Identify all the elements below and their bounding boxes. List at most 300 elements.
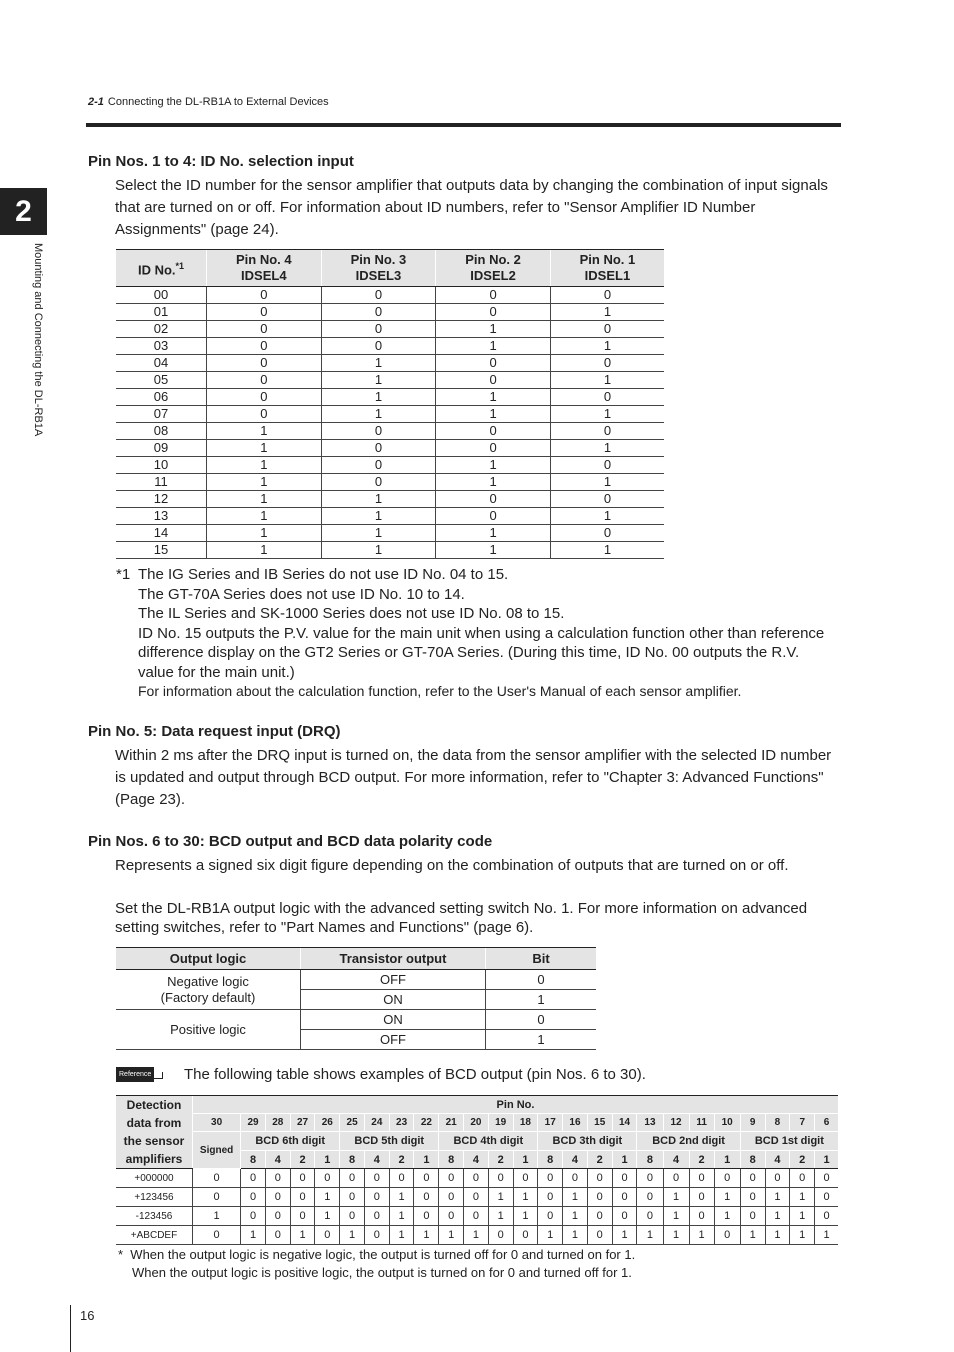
logic-cell: OFF [301, 970, 486, 990]
bcd-table-cell: 0 [414, 1188, 439, 1207]
bit-weight-cell: 2 [488, 1151, 513, 1169]
bcd-table-cell: 1 [389, 1226, 414, 1245]
id-table-cell: 1 [321, 542, 436, 559]
bcd-table-cell: 1 [689, 1226, 714, 1245]
bcd-table-cell: 0 [290, 1169, 315, 1188]
id-table-cell: 0 [550, 491, 664, 508]
bcd-table-cell: 0 [538, 1188, 563, 1207]
id-table-cell: 13 [116, 508, 207, 525]
bcd-table-cell: 0 [587, 1207, 612, 1226]
id-table-cell: 0 [436, 508, 551, 525]
bit-weight-cell: 8 [538, 1151, 563, 1169]
reference-icon [116, 1067, 166, 1082]
id-table-row [116, 491, 664, 508]
footnote-2 [118, 1246, 635, 1282]
section-number: 2-1 [88, 96, 104, 108]
bcd-table-cell: 0 [241, 1169, 266, 1188]
id-table-cell: 0 [207, 372, 322, 389]
pin-number-cell: 29 [241, 1114, 266, 1132]
bcd-table-cell: 1 [612, 1226, 637, 1245]
id-table-cell: 07 [116, 406, 207, 423]
bcd-table-cell: 0 [265, 1169, 290, 1188]
logic-cell: OFF [301, 1030, 486, 1050]
id-table-cell: 0 [207, 304, 322, 321]
footnote-2-line-2: When the output logic is positive logic, the output is turned on for 0 and turned off for 1. [132, 1265, 632, 1280]
bcd-table-cell: 1 [290, 1226, 315, 1245]
bcd-table-cell: 0 [389, 1169, 414, 1188]
id-table-row [116, 406, 664, 423]
page-number-rule [70, 1305, 71, 1352]
bcd-table-cell: 0 [265, 1207, 290, 1226]
id-table-cell: 1 [321, 372, 436, 389]
bcd-table-row [116, 1169, 838, 1188]
id-table-cell: 1 [436, 321, 551, 338]
bcd-row-label: +123456 [116, 1188, 193, 1207]
id-table-row [116, 287, 664, 304]
id-table-cell: 1 [207, 542, 322, 559]
id-table-cell: 0 [321, 304, 436, 321]
id-table-cell: 1 [550, 474, 664, 491]
id-table-row [116, 457, 664, 474]
positive-logic-label: Positive logic [116, 1010, 301, 1050]
id-table-row [116, 542, 664, 559]
footnote-1 [116, 565, 836, 702]
bcd-table-cell: 0 [637, 1207, 663, 1226]
bcd-table-cell: 0 [488, 1226, 513, 1245]
id-table-row [116, 321, 664, 338]
header-rule [86, 123, 841, 127]
id-table-cell: 0 [207, 389, 322, 406]
id-table-cell: 1 [321, 406, 436, 423]
id-table-cell: 0 [207, 338, 322, 355]
bcd-output-table [116, 1095, 838, 1245]
bit-weight-cell: 2 [389, 1151, 414, 1169]
section3-heading: Pin Nos. 6 to 30: BCD output and BCD data polarity code [88, 833, 493, 850]
pin-number-cell: 24 [364, 1114, 389, 1132]
bcd-table-cell: 0 [587, 1169, 612, 1188]
bcd-digit-header: BCD 6th digit [241, 1132, 340, 1151]
id-table-cell: 0 [321, 457, 436, 474]
id-table-cell: 06 [116, 389, 207, 406]
bcd-table-cell: 1 [563, 1188, 588, 1207]
bcd-table-cell: 0 [439, 1188, 464, 1207]
pin-no-header: Pin No. [193, 1096, 839, 1114]
bit-weight-cell: 4 [265, 1151, 290, 1169]
id-table-cell: 0 [436, 423, 551, 440]
pin-number-cell: 28 [265, 1114, 290, 1132]
bcd-table-cell: 1 [637, 1226, 663, 1245]
page-number: 16 [80, 1308, 95, 1323]
bcd-table-cell: 1 [193, 1207, 241, 1226]
reference-text: The following table shows examples of BCD output (pin Nos. 6 to 30). [184, 1066, 646, 1083]
bcd-table-cell: 0 [265, 1188, 290, 1207]
bcd-table-cell: 1 [439, 1226, 464, 1245]
id-table [116, 249, 664, 559]
pin-number-cell: 13 [637, 1114, 663, 1132]
bcd-table-cell: 0 [815, 1169, 838, 1188]
pin-number-cell: 12 [663, 1114, 689, 1132]
pin-number-cell: 6 [815, 1114, 838, 1132]
footnote-1-line: The IL Series and SK-1000 Series does not use ID No. 08 to 15. [138, 605, 565, 622]
bcd-table-cell: 0 [290, 1207, 315, 1226]
bcd-table-cell: 0 [637, 1188, 663, 1207]
logic-cell: ON [301, 990, 486, 1010]
bcd-table-row [116, 1188, 838, 1207]
pin2-header: Pin No. 2 IDSEL2 [436, 250, 551, 287]
bcd-table-cell: 0 [414, 1169, 439, 1188]
id-table-row [116, 474, 664, 491]
signed-header: Signed [193, 1132, 241, 1169]
footnote-1-marker: *1 [116, 566, 131, 583]
id-table-cell: 0 [321, 474, 436, 491]
bcd-table-cell: 0 [740, 1188, 765, 1207]
bcd-table-row [116, 1207, 838, 1226]
bcd-table-cell: 0 [612, 1169, 637, 1188]
bcd-table-cell: 0 [414, 1207, 439, 1226]
pin-number-cell: 18 [513, 1114, 538, 1132]
bit-weight-cell: 4 [464, 1151, 489, 1169]
id-no-header [116, 250, 207, 287]
footnote-1-line: The GT-70A Series does not use ID No. 10 to 14. [138, 585, 465, 603]
id-no-note: *1 [175, 260, 185, 271]
pin-number-cell: 19 [488, 1114, 513, 1132]
bit-weight-cell: 8 [740, 1151, 765, 1169]
bit-weight-cell: 1 [513, 1151, 538, 1169]
bcd-table-cell: 1 [815, 1226, 838, 1245]
pin-number-row [116, 1114, 838, 1132]
bcd-table-cell: 1 [315, 1207, 340, 1226]
bcd-table-cell: 1 [315, 1188, 340, 1207]
bcd-table-cell: 1 [563, 1226, 588, 1245]
bcd-table-cell: 0 [689, 1207, 714, 1226]
bcd-table-cell: 0 [364, 1188, 389, 1207]
id-table-body [116, 287, 664, 559]
id-table-row [116, 423, 664, 440]
id-table-row [116, 304, 664, 321]
bcd-table-cell: 0 [340, 1207, 365, 1226]
pin-number-cell: 16 [563, 1114, 588, 1132]
id-table-cell: 0 [436, 372, 551, 389]
bit-weight-cell: 4 [364, 1151, 389, 1169]
id-table-row [116, 338, 664, 355]
bcd-row-label: +000000 [116, 1169, 193, 1188]
detection-data-header: Detection data from the sensor amplifiers [116, 1096, 193, 1169]
bcd-table-cell: 0 [587, 1188, 612, 1207]
id-table-cell: 04 [116, 355, 207, 372]
bcd-table-cell: 0 [563, 1169, 588, 1188]
output-logic-header: Output logic [116, 948, 301, 970]
section3-text-1: Represents a signed six digit figure depending on the combination of outputs that are turned on or off. [115, 857, 789, 874]
id-table-cell: 12 [116, 491, 207, 508]
id-table-cell: 09 [116, 440, 207, 457]
bcd-table-cell: 1 [488, 1207, 513, 1226]
pin3-header: Pin No. 3 IDSEL3 [321, 250, 436, 287]
id-table-cell: 1 [436, 525, 551, 542]
bcd-table-cell: 0 [193, 1169, 241, 1188]
bcd-row-label: +ABCDEF [116, 1226, 193, 1245]
footnote-2-marker: * [118, 1247, 124, 1262]
bcd-table-cell: 1 [663, 1207, 689, 1226]
pin-number-cell: 20 [464, 1114, 489, 1132]
bit-weight-cell: 1 [315, 1151, 340, 1169]
bit-weight-cell: 4 [663, 1151, 689, 1169]
bcd-table-cell: 0 [765, 1169, 790, 1188]
bcd-table-cell: 0 [513, 1169, 538, 1188]
id-table-cell: 0 [321, 338, 436, 355]
id-table-cell: 1 [207, 508, 322, 525]
bcd-table-cell: 0 [689, 1169, 714, 1188]
pin-number-cell: 17 [538, 1114, 563, 1132]
bcd-table-cell: 0 [689, 1188, 714, 1207]
bcd-table-cell: 0 [439, 1207, 464, 1226]
id-table-cell: 08 [116, 423, 207, 440]
section1-heading: Pin Nos. 1 to 4: ID No. selection input [88, 153, 354, 170]
bcd-table-cell: 0 [488, 1169, 513, 1188]
pin-number-cell: 10 [714, 1114, 740, 1132]
id-table-row [116, 440, 664, 457]
bit-weight-cell: 1 [815, 1151, 838, 1169]
pin-number-cell: 21 [439, 1114, 464, 1132]
bcd-table-cell: 0 [587, 1226, 612, 1245]
bit-weight-cell: 4 [765, 1151, 790, 1169]
id-table-cell: 01 [116, 304, 207, 321]
id-table-cell: 0 [436, 440, 551, 457]
id-table-cell: 1 [321, 508, 436, 525]
output-logic-table [116, 947, 596, 1050]
transistor-output-header: Transistor output [301, 948, 486, 970]
id-table-cell: 1 [321, 491, 436, 508]
id-table-cell: 1 [550, 304, 664, 321]
section3-text-2: Set the DL-RB1A output logic with the advanced setting switch No. 1. For more information on advanced setting switches, refer to "Part Names and Functions" (page 6). [115, 900, 808, 936]
id-table-cell: 1 [436, 474, 551, 491]
bcd-digit-header: BCD 3th digit [538, 1132, 637, 1151]
id-table-cell: 0 [436, 355, 551, 372]
bcd-table-cell: 1 [513, 1188, 538, 1207]
id-table-cell: 00 [116, 287, 207, 304]
bcd-table-cell: 0 [790, 1169, 815, 1188]
bcd-row-label: -123456 [116, 1207, 193, 1226]
bcd-table-cell: 0 [193, 1226, 241, 1245]
id-table-cell: 02 [116, 321, 207, 338]
bit-weight-cell: 1 [414, 1151, 439, 1169]
bit-weight-cell: 8 [439, 1151, 464, 1169]
bit-weight-cell: 8 [637, 1151, 663, 1169]
id-table-cell: 0 [550, 525, 664, 542]
pin-number-cell: 11 [689, 1114, 714, 1132]
id-table-cell: 0 [321, 440, 436, 457]
logic-cell: 0 [486, 970, 597, 990]
id-table-cell: 1 [550, 508, 664, 525]
footnote-1-small: For information about the calculation function, refer to the User's Manual of each sensor amplifier. [138, 683, 742, 699]
logic-cell: ON [301, 1010, 486, 1030]
bcd-table-cell: 0 [740, 1169, 765, 1188]
pin-number-cell: 23 [389, 1114, 414, 1132]
pin1-header: Pin No. 1 IDSEL1 [550, 250, 664, 287]
bcd-table-cell: 0 [340, 1188, 365, 1207]
bcd-table-cell: 1 [488, 1188, 513, 1207]
pin-number-cell: 25 [340, 1114, 365, 1132]
bcd-table-body [116, 1169, 838, 1245]
section-title: Connecting the DL-RB1A to External Devices [107, 96, 329, 108]
id-table-row [116, 355, 664, 372]
id-table-cell: 0 [207, 321, 322, 338]
id-table-cell: 1 [550, 440, 664, 457]
pin-number-cell: 8 [765, 1114, 790, 1132]
id-table-row [116, 525, 664, 542]
bcd-table-cell: 0 [513, 1226, 538, 1245]
bit-weight-cell: 1 [714, 1151, 740, 1169]
section2-text: Within 2 ms after the DRQ input is turned on, the data from the sensor amplifier with the selected ID number is updated and output through BCD output. For more information, refer to "Chapter 3: Advanced Functions" (Page 23). [115, 747, 832, 808]
running-header [88, 96, 329, 108]
id-table-cell: 1 [436, 338, 551, 355]
bcd-table-cell: 1 [538, 1226, 563, 1245]
bit-weight-cell: 2 [587, 1151, 612, 1169]
id-table-cell: 1 [550, 406, 664, 423]
bcd-table-cell: 0 [364, 1207, 389, 1226]
bcd-table-cell: 0 [714, 1169, 740, 1188]
bcd-table-cell: 1 [790, 1226, 815, 1245]
bcd-table-cell: 0 [290, 1188, 315, 1207]
bcd-table-cell: 1 [663, 1226, 689, 1245]
bcd-table-cell: 1 [389, 1188, 414, 1207]
bcd-table-cell: 0 [464, 1188, 489, 1207]
id-table-cell: 1 [550, 542, 664, 559]
id-table-cell: 05 [116, 372, 207, 389]
bcd-table-cell: 1 [740, 1226, 765, 1245]
bit-weight-cell: 8 [241, 1151, 266, 1169]
id-table-cell: 1 [436, 542, 551, 559]
id-table-cell: 0 [550, 423, 664, 440]
pin-number-cell: 22 [414, 1114, 439, 1132]
bcd-table-cell: 0 [464, 1207, 489, 1226]
reference-corner [154, 1072, 163, 1079]
reference-badge-label: Reference [116, 1067, 154, 1082]
bit-weight-cell: 1 [612, 1151, 637, 1169]
id-table-row [116, 508, 664, 525]
bcd-table-cell: 1 [790, 1188, 815, 1207]
bcd-digit-header: BCD 4th digit [439, 1132, 538, 1151]
id-table-cell: 0 [550, 287, 664, 304]
bcd-table-cell: 0 [265, 1226, 290, 1245]
id-table-cell: 0 [550, 389, 664, 406]
bcd-table-cell: 0 [340, 1169, 365, 1188]
logic-cell: 1 [486, 990, 597, 1010]
bcd-table-cell: 1 [765, 1207, 790, 1226]
pin-number-cell: 14 [612, 1114, 637, 1132]
footnote-1-line: ID No. 15 outputs the P.V. value for the main unit when using a calculation function other than reference difference display on the GT2 Series or GT-70A Series. (During this time, ID No. 00 outputs the R.V. value for the main unit.) [138, 624, 825, 681]
id-table-cell: 0 [436, 304, 551, 321]
id-table-cell: 1 [207, 474, 322, 491]
id-table-cell: 0 [207, 355, 322, 372]
bcd-table-cell: 0 [714, 1226, 740, 1245]
bcd-table-cell: 1 [389, 1207, 414, 1226]
id-table-cell: 1 [321, 389, 436, 406]
bcd-table-cell: 1 [340, 1226, 365, 1245]
id-table-cell: 0 [436, 491, 551, 508]
id-table-cell: 0 [207, 406, 322, 423]
bcd-table-cell: 0 [637, 1169, 663, 1188]
pin-number-cell: 15 [587, 1114, 612, 1132]
bcd-table-cell: 1 [714, 1207, 740, 1226]
id-table-cell: 0 [321, 423, 436, 440]
id-table-cell: 1 [436, 389, 551, 406]
pin-number-cell: 9 [740, 1114, 765, 1132]
bcd-table-cell: 1 [663, 1188, 689, 1207]
id-table-cell: 0 [550, 321, 664, 338]
bcd-table-cell: 0 [464, 1169, 489, 1188]
section2-heading: Pin No. 5: Data request input (DRQ) [88, 723, 341, 740]
bcd-table-cell: 0 [612, 1207, 637, 1226]
reference-note [116, 1066, 646, 1083]
bcd-table-cell: 0 [663, 1169, 689, 1188]
id-table-cell: 15 [116, 542, 207, 559]
id-table-cell: 14 [116, 525, 207, 542]
bcd-table-cell: 0 [364, 1226, 389, 1245]
bcd-table-cell: 0 [193, 1188, 241, 1207]
id-no-header-label: ID No. [137, 262, 176, 278]
bcd-table-cell: 0 [612, 1188, 637, 1207]
id-table-cell: 0 [321, 287, 436, 304]
id-table-cell: 0 [550, 355, 664, 372]
bcd-table-cell: 1 [790, 1207, 815, 1226]
bcd-table-cell: 0 [815, 1188, 838, 1207]
bcd-table-row [116, 1226, 838, 1245]
bcd-table-cell: 0 [740, 1207, 765, 1226]
footnote-1-line: The IG Series and IB Series do not use ID No. 04 to 15. [138, 566, 509, 583]
id-table-row [116, 372, 664, 389]
id-table-cell: 1 [321, 355, 436, 372]
bcd-table-cell: 0 [315, 1169, 340, 1188]
id-table-cell: 10 [116, 457, 207, 474]
id-table-cell: 1 [207, 423, 322, 440]
id-table-row [116, 389, 664, 406]
bcd-table-cell: 1 [464, 1226, 489, 1245]
bit-weight-cell: 8 [340, 1151, 365, 1169]
id-table-cell: 1 [207, 457, 322, 474]
chapter-tab: 2 [0, 188, 47, 235]
negative-logic-label: Negative logic (Factory default) [116, 970, 301, 1010]
bcd-table-cell: 1 [513, 1207, 538, 1226]
bcd-table-cell: 1 [765, 1188, 790, 1207]
pin-number-cell: 30 [193, 1114, 241, 1132]
id-table-cell: 1 [436, 457, 551, 474]
bit-weight-cell: 2 [790, 1151, 815, 1169]
bcd-table-cell: 1 [765, 1226, 790, 1245]
id-table-cell: 1 [550, 338, 664, 355]
bcd-digit-header: BCD 1st digit [740, 1132, 838, 1151]
bcd-table-cell: 0 [815, 1207, 838, 1226]
logic-cell: 1 [486, 1030, 597, 1050]
id-table-cell: 11 [116, 474, 207, 491]
pin-number-cell: 26 [315, 1114, 340, 1132]
side-chapter-label: Mounting and Connecting the DL-RB1A [32, 243, 44, 437]
id-table-cell: 0 [321, 321, 436, 338]
bcd-table-cell: 0 [241, 1207, 266, 1226]
bcd-table-cell: 0 [538, 1169, 563, 1188]
pin4-header: Pin No. 4 IDSEL4 [207, 250, 322, 287]
bcd-table-cell: 1 [563, 1207, 588, 1226]
bcd-table-cell: 0 [439, 1169, 464, 1188]
bcd-table-cell: 1 [714, 1188, 740, 1207]
id-table-cell: 1 [207, 491, 322, 508]
id-table-cell: 1 [436, 406, 551, 423]
bit-header: Bit [486, 948, 597, 970]
bcd-table-cell: 0 [315, 1226, 340, 1245]
id-table-cell: 1 [321, 525, 436, 542]
bcd-table-cell: 0 [538, 1207, 563, 1226]
id-table-cell: 1 [207, 525, 322, 542]
bit-weight-cell: 2 [689, 1151, 714, 1169]
